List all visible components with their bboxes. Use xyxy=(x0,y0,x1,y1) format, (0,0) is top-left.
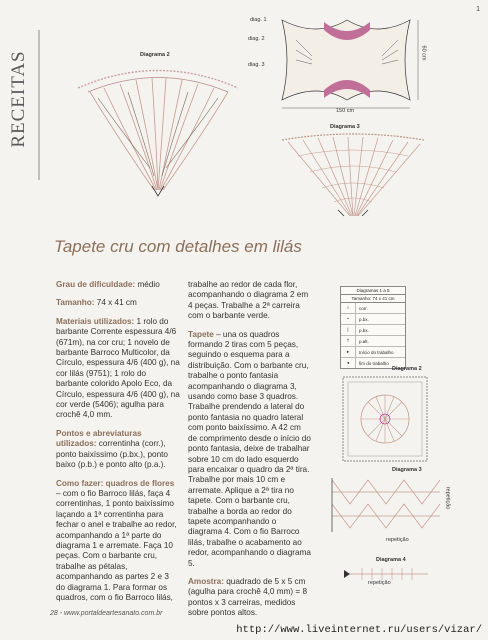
diagram-2-fan xyxy=(68,58,248,198)
page-number: 1 xyxy=(476,6,480,13)
amostra-label: Amostra: xyxy=(188,576,224,586)
tapete-value: – una os quadros formando 2 tiras com 5 peças, seguindo o esquema para a distribuição. Com o barbante cru, trabalhe o ponto fantasia acompanhando o diagrama 3, usando como base 3 quadros. Trabalhe prendendo a lateral do ponto fantasia no quadro lateral com ponto baixíssimo. A 42 cm de comprimento desde o início do ponto fantasia, deixe de trabalhar sobre 10 cm do lado esquerdo para encaixar o quadro da 2ª tira. Trabalhe por mais 10 cm e arremate. Aplique a 2ª tira no tapete. Com o barbante cru, trabalhe a borda ao redor do tapete acompanhando o diagrama 4. Com o fio Barroco lilás, trabalhe o acabamento ao redor, acompanhando o diagrama 5. xyxy=(188,329,311,568)
text-column-1 xyxy=(56,280,180,611)
section-divider xyxy=(38,30,40,180)
right-diagram-4-label: Diagrama 4 xyxy=(376,557,406,563)
right-diagram-2-label: Diagrama 2 xyxy=(392,366,422,372)
tapete-label: Tapete xyxy=(188,329,214,339)
rug-schematic xyxy=(272,10,422,110)
right-diagram-3-label: Diagrama 3 xyxy=(392,467,422,473)
diagram-3-label: Diagrama 3 xyxy=(330,124,360,130)
square-motif-diagram xyxy=(340,374,430,464)
legend-row: ○ corr. xyxy=(341,303,405,314)
diagram-3-fan xyxy=(278,130,428,220)
page-footer: 28 - www.portaldeartesanato.com.br xyxy=(50,610,163,617)
legend-row: † p.alt. xyxy=(341,336,405,347)
fazer-label: Como fazer: quadros de flores xyxy=(56,478,175,488)
height-label: 60 cm xyxy=(420,45,427,61)
pontos-label: Pontos e abreviaturas utilizados: xyxy=(56,428,142,449)
repeticao-label-3: repetição xyxy=(368,580,391,586)
legend-row: • p.bx. xyxy=(341,314,405,325)
repeticao-label-2: repetição xyxy=(386,537,409,543)
tamanho-value: 74 x 41 cm xyxy=(96,298,137,308)
grau-value: médio xyxy=(137,280,160,289)
fazer-value: – com o fio Barroco lilás, faça 4 correntinhas, 1 ponto baixíssimo laçando a 1ª correntinha para fechar o anel e trabalhe ao redor, acompanhando a 1ª parte do diagrama 1 e arremate. Faça 10 peças. Com o barbante cru, trabalhe as pétalas, acompanhando as partes 2 e 3 do diagrama 1. Para formar os quadros, com o fio Barroco lilás, xyxy=(56,488,177,602)
stitch-pattern-diagram xyxy=(330,476,442,536)
legend-row: | p.bx. xyxy=(341,325,405,336)
text-column-2 xyxy=(188,280,312,627)
watermark-url[interactable]: http://www.liveinternet.ru/users/vizar/ xyxy=(236,624,482,636)
legend-row: ◂ fim do trabalho xyxy=(341,358,405,368)
symbol-legend xyxy=(340,286,406,369)
diag-3-label: diag. 3 xyxy=(248,62,265,68)
section-label-text: RECEITAS xyxy=(8,50,29,148)
section-label xyxy=(6,40,32,160)
grau-label: Grau de dificuldade: xyxy=(56,280,136,289)
legend-subtitle: Tamanho: 74 x 41 cm xyxy=(341,295,405,303)
diagram-2-label: Diagrama 2 xyxy=(140,52,170,58)
legend-title: Diagramas 1 a 5 xyxy=(341,287,405,295)
amostra-value: quadrado de 5 x 5 cm (agulha para crochê 4,0 mm) = 8 pontos x 3 carreiras, medidos sobre pontos altos. xyxy=(188,576,308,618)
col2-paragraph: trabalhe ao redor de cada flor, acompanhando o diagrama 2 em 4 peças. Trabalhe a 2ª carreira com o barbante verde. xyxy=(188,280,309,321)
diag-1-label: diag. 1 xyxy=(250,17,267,23)
materiais-label: Materiais utilizados: xyxy=(56,316,135,326)
repeticao-label-1: repetição xyxy=(444,486,451,510)
materiais-value: 1 rolo do barbante Corrente espessura 4/6 (671m), na cor cru; 1 novelo de barbante Barroco Multicolor, da Círculo, espessura 4/6 (400 g), na cor lilás (9751); 1 rolo do barbante colorido Apolo Eco, da Círculo, espessura 4/6 (400 g), na cor verde (5406); agulha para crochê 4,0 mm. xyxy=(56,316,180,420)
width-label: 150 cm xyxy=(336,108,355,114)
article-title: Tapete cru com detalhes em lilás xyxy=(54,237,302,256)
legend-row: ▸ Início do trabalho xyxy=(341,347,405,358)
diag-2-label: diag. 2 xyxy=(248,36,265,42)
pontos-value: correntinha (corr.), ponto baixíssimo (p.bx.), ponto baixo (p.b.) e ponto alto (p.a.). xyxy=(56,439,168,470)
tamanho-label: Tamanho: xyxy=(56,298,95,308)
